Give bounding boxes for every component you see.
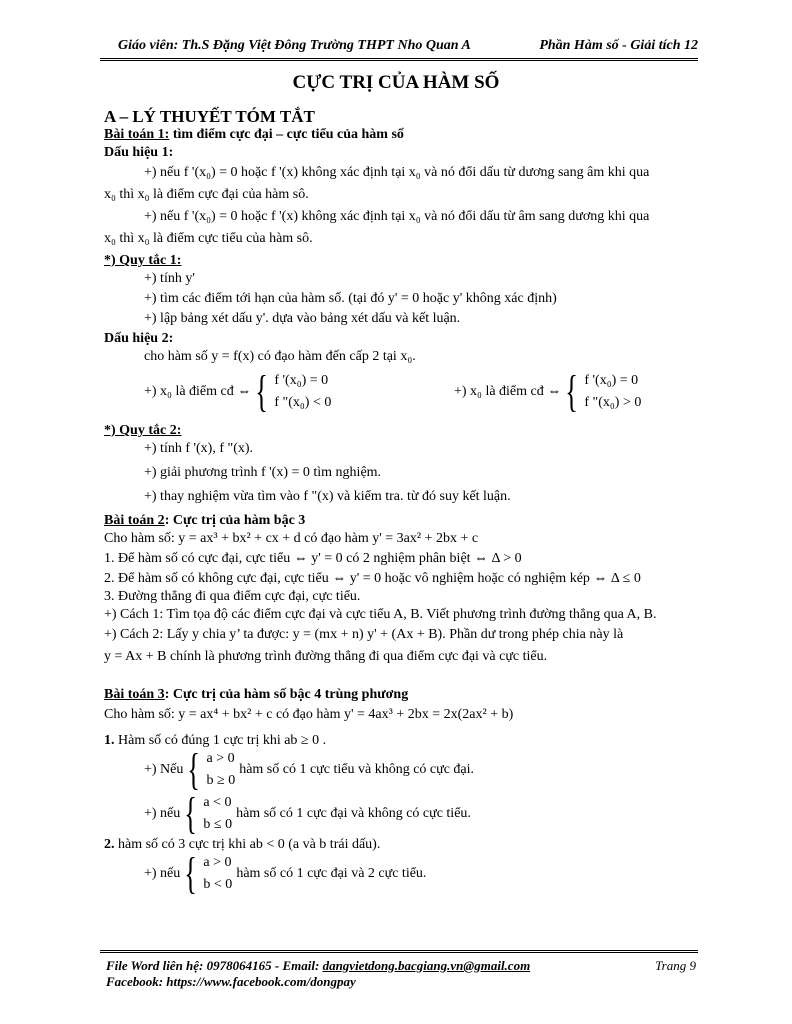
bt3-l2: 1. Hàm số có đúng 1 cực trị khi ab ≥ 0 . — [104, 733, 327, 748]
brace-icon: { — [187, 745, 201, 794]
bt1-r1: +) tính f '(x), f "(x). — [144, 441, 254, 456]
bt3-l3: 2. hàm số có 3 cực trị khi ab < 0 (a và b trái dấu). — [104, 837, 381, 852]
brace-icon: { — [184, 849, 198, 898]
bt2-l1: Cho hàm số: y = ax³ + bx² + cx + d có đạo hàm y' = 3ax² + 2bx + c — [104, 531, 479, 546]
brace-icon: { — [184, 789, 198, 838]
page-title: CỰC TRỊ CỦA HÀM SỐ — [292, 72, 500, 93]
bt2-heading: Bài toán 2: Cực trị của hàm bậc 3 — [104, 513, 306, 528]
bt2-l7: y = Ax + B chính là phương trình đường thẳng đi qua điểm cực đại và cực tiểu. — [104, 649, 548, 664]
bt2-l2: 1. Để hàm số có cực đại, cực tiểu ⇔ y' = 0 có 2 nghiệm phân biệt ⇔ Δ > 0 — [104, 551, 522, 566]
header-rule — [100, 58, 698, 61]
footer-email-link[interactable]: dangvietdong.bacgiang.vn@gmail.com — [322, 958, 531, 973]
bt3-case1: +) Nếu { a > 0 b ≥ 0 hàm số có 1 cực tiểu và không có cực đại. — [144, 745, 475, 794]
brace-icon: { — [255, 367, 269, 416]
bt1-dh1: Dấu hiệu 1: — [104, 145, 174, 160]
header-left: Giáo viên: Th.S Đặng Việt Đông Trường THPT Nho Quan A — [118, 38, 471, 53]
bt3-heading: Bài toán 3: Cực trị của hàm số bậc 4 trùng phương — [104, 687, 409, 702]
bt3-case3: +) nếu { a > 0 b < 0 hàm số có 1 cực đại và 2 cực tiểu. — [144, 849, 427, 898]
bt1-qt2: *) Quy tắc 2: — [104, 423, 182, 438]
bt3-case2: +) nếu { a < 0 b ≤ 0 hàm số có 1 cực đại và không có cực tiểu. — [144, 789, 471, 838]
bt2-l3: 2. Để hàm số có không cực đại, cực tiểu ⇔ y' = 0 hoặc vô nghiệm hoặc có nghiệm kép ⇔ Δ ≤ 0 — [104, 571, 641, 586]
bt1-r2: +) giải phương trình f '(x) = 0 tìm nghiệm. — [144, 465, 382, 480]
bt3-l1: Cho hàm số: y = ax⁴ + bx² + c có đạo hàm y' = 4ax³ + 2bx = 2x(2ax² + b) — [104, 707, 514, 722]
page-header — [100, 36, 698, 56]
cd-system-left: +) x₀ là điểm cđ ⇔ { f '(x₀) = 0 f "(x₀) < 0 — [144, 367, 332, 416]
bt1-q3: +) lập bảng xét dấu y'. dựa vào bảng xét dấu và kết luận. — [144, 311, 461, 326]
section-heading: A – LÝ THUYẾT TÓM TẮT — [104, 107, 315, 126]
bt2-l5: +) Cách 1: Tìm tọa độ các điểm cực đại và cực tiểu A, B. Viết phương trình đường thẳng qua A, B. — [104, 607, 657, 622]
page-number: Trang 9 — [655, 958, 696, 973]
bt1-dh2: Dấu hiệu 2: — [104, 331, 174, 346]
bt1-r3: +) thay nghiệm vừa tìm vào f "(x) và kiểm tra. từ đó suy kết luận. — [144, 489, 511, 504]
footer-line1: File Word liên hệ: 0978064165 - Email: dangvietdong.bacgiang.vn@gmail.com — [106, 958, 531, 973]
bt1-qt1: *) Quy tắc 1: — [104, 253, 182, 268]
bt1-d2: cho hàm số y = f(x) có đạo hàm đến cấp 2 tại x₀. — [144, 349, 416, 364]
bt1-l2b: x₀ thì x₀ là điểm cực tiểu của hàm sô. — [104, 231, 313, 246]
cd-system-right: +) x₀ là điểm cđ ⇔ { f '(x₀) = 0 f "(x₀) > 0 — [454, 367, 642, 416]
bt2-l6: +) Cách 2: Lấy y chia y’ ta được: y = (mx + n) y' + (Ax + B). Phần dư trong phép chia này là — [104, 627, 624, 642]
bt1-l1b: x₀ thì x₀ là điểm cực đại của hàm sô. — [104, 187, 309, 202]
footer-rule — [100, 950, 698, 953]
bt1-l1a: +) nếu f '(x₀) = 0 hoặc f '(x) không xác định tại x₀ và nó đổi dấu từ dương sang âm khi qua — [144, 165, 650, 180]
bt1-q2: +) tìm các điểm tới hạn của hàm số. (tại đó y' = 0 hoặc y' không xác định) — [144, 291, 557, 306]
footer-facebook[interactable]: Facebook: https://www.facebook.com/dongpay — [106, 974, 356, 989]
bt1-heading: Bài toán 1: tìm điểm cực đại – cực tiểu của hàm số — [104, 127, 404, 142]
bt2-l4: 3. Đường thẳng đi qua điểm cực đại, cực tiểu. — [104, 589, 361, 604]
brace-icon: { — [565, 367, 579, 416]
bt1-l2a: +) nếu f '(x₀) = 0 hoặc f '(x) không xác định tại x₀ và nó đổi dấu từ âm sang dương khi qua — [144, 209, 650, 224]
header-right: Phần Hàm số - Giải tích 12 — [539, 38, 698, 53]
bt1-q1: +) tính y' — [144, 271, 195, 286]
